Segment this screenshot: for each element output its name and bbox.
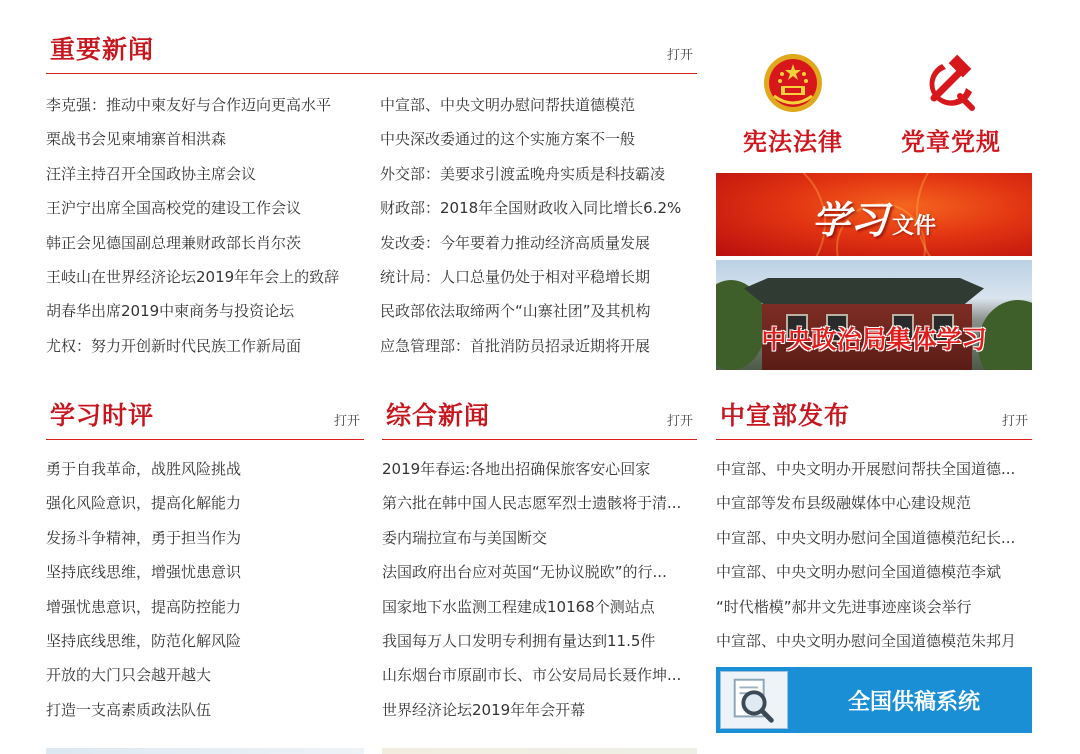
publicity-dept-title: 中宣部发布 — [720, 401, 851, 430]
news-link[interactable]: 中宣部、中央文明办慰问全国道德模范纪长... — [716, 528, 1016, 547]
important-news-open-link[interactable]: 打开 — [666, 48, 693, 63]
study-commentary-list — [46, 452, 364, 727]
building-roof — [744, 278, 984, 304]
study-commentary-title: 学习时评 — [50, 401, 155, 430]
news-link[interactable]: 世界经济论坛2019年年会开幕 — [382, 700, 586, 719]
news-link[interactable]: 坚持底线思维，防范化解风险 — [46, 631, 242, 650]
study-documents-word: 文件 — [892, 213, 937, 239]
news-link[interactable]: 中宣部、中央文明办开展慰问帮扶全国道德... — [716, 460, 1016, 478]
important-news-right-list — [380, 88, 697, 363]
news-link[interactable]: 应急管理部：首批消防员招录近期将开展 — [380, 336, 651, 355]
constitution-law-label: 宪法法律 — [743, 127, 843, 156]
news-link[interactable]: 中宣部、中央文明办慰问全国道德模范李斌 — [716, 563, 1002, 582]
publicity-dept-open-link[interactable]: 打开 — [1001, 414, 1028, 429]
publicity-dept-header — [716, 398, 1032, 440]
important-news-left-list — [46, 88, 380, 363]
news-link[interactable]: 委内瑞拉宣布与美国断交 — [382, 528, 548, 547]
party-rules-label: 党章党规 — [901, 127, 1001, 156]
news-link[interactable]: 胡春华出席2019中柬商务与投资论坛 — [46, 302, 295, 321]
study-documents-banner[interactable] — [716, 173, 1032, 256]
news-link[interactable]: 栗战书会见柬埔寨首相洪森 — [46, 130, 227, 149]
bottom-strip — [46, 748, 364, 754]
news-link[interactable]: 汪洋主持召开全国政协主席会议 — [46, 164, 257, 183]
politburo-study-banner[interactable] — [716, 260, 1032, 370]
national-emblem-icon — [762, 52, 824, 114]
important-news-header — [46, 32, 697, 74]
general-news-section — [382, 398, 697, 727]
study-commentary-open-link[interactable]: 打开 — [333, 414, 360, 429]
promo-icons — [716, 46, 1032, 164]
constitution-law-link[interactable] — [718, 46, 868, 164]
submission-system-label: 全国供稿系统 — [847, 690, 980, 715]
news-link[interactable]: 李克强：推动中柬友好与合作迈向更高水平 — [46, 96, 332, 114]
study-commentary-header — [46, 398, 364, 440]
study-documents-script: 学习 — [812, 197, 889, 242]
general-news-list — [382, 452, 697, 727]
news-link[interactable]: 第六批在韩中国人民志愿军烈士遗骸将于清... — [382, 494, 682, 513]
important-news-title: 重要新闻 — [50, 35, 155, 64]
news-link[interactable]: 开放的大门只会越开越大 — [46, 666, 212, 685]
hammer-sickle-icon — [920, 52, 982, 114]
publicity-dept-list — [716, 452, 1032, 658]
news-link[interactable]: “时代楷模”郝井文先进事迹座谈会举行 — [716, 597, 972, 616]
general-news-header — [382, 398, 697, 440]
general-news-open-link[interactable]: 打开 — [666, 414, 693, 429]
news-link[interactable]: 强化风险意识，提高化解能力 — [46, 494, 242, 513]
submission-system-banner[interactable] — [716, 667, 1032, 733]
news-link[interactable]: 外交部：美要求引渡孟晚舟实质是科技霸凌 — [380, 164, 666, 183]
news-link[interactable]: 尤权：努力开创新时代民族工作新局面 — [46, 336, 302, 355]
bottom-strip — [382, 748, 697, 754]
news-link[interactable]: 韩正会见德国副总理兼财政部长肖尔茨 — [46, 233, 302, 252]
party-rules-link[interactable] — [876, 46, 1026, 164]
submission-icon-box — [720, 671, 788, 729]
news-link[interactable]: 王沪宁出席全国高校党的建设工作会议 — [46, 199, 302, 218]
news-link[interactable]: 中宣部、中央文明办慰问帮扶道德模范 — [380, 96, 636, 114]
news-link[interactable]: 打造一支高素质政法队伍 — [46, 700, 212, 719]
news-link[interactable]: 发扬斗争精神，勇于担当作为 — [46, 528, 242, 547]
news-link[interactable]: 王岐山在世界经济论坛2019年年会上的致辞 — [46, 267, 340, 286]
news-link[interactable]: 我国每万人口发明专利拥有量达到11.5件 — [382, 631, 656, 650]
news-link[interactable]: 勇于自我革命，战胜风险挑战 — [46, 460, 242, 478]
magnifier-document-icon — [721, 672, 787, 728]
general-news-title: 综合新闻 — [386, 401, 491, 430]
news-link[interactable]: 中宣部、中央文明办慰问全国道德模范朱邦月 — [716, 631, 1017, 650]
publicity-dept-section — [716, 398, 1032, 658]
news-link[interactable]: 国家地下水监测工程建成10168个测站点 — [382, 597, 655, 616]
news-link[interactable]: 坚持底线思维，增强忧患意识 — [46, 563, 242, 582]
news-link[interactable]: 2019年春运:各地出招确保旅客安心回家 — [382, 460, 651, 478]
study-commentary-section — [46, 398, 364, 727]
important-news-section — [46, 32, 697, 363]
news-link[interactable]: 增强忧患意识，提高防控能力 — [46, 597, 242, 616]
news-link[interactable]: 民政部依法取缔两个“山寨社团”及其机构 — [380, 302, 651, 321]
news-link[interactable]: 财政部：2018年全国财政收入同比增长6.2% — [380, 199, 682, 218]
politburo-study-label: 中央政治局集体学习 — [761, 325, 987, 354]
news-link[interactable]: 发改委：今年要着力推动经济高质量发展 — [380, 233, 651, 252]
news-link[interactable]: 法国政府出台应对英国“无协议脱欧”的行... — [382, 563, 667, 582]
news-link[interactable]: 中宣部等发布县级融媒体中心建设规范 — [716, 494, 972, 513]
news-link[interactable]: 山东烟台市原副市长、市公安局局长聂作坤... — [382, 666, 682, 685]
news-link[interactable]: 中央深改委通过的这个实施方案不一般 — [380, 130, 636, 149]
news-link[interactable]: 统计局：人口总量仍处于相对平稳增长期 — [380, 267, 651, 286]
